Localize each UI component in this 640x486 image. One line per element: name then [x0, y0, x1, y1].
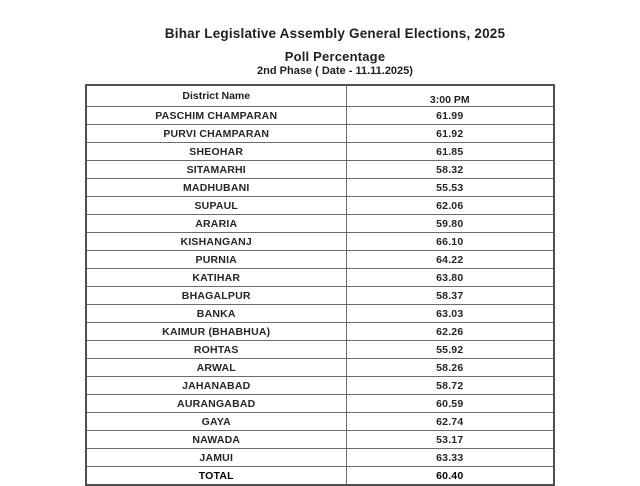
column-header-time: 3:00 PM	[346, 85, 554, 107]
district-name-cell: JAHANABAD	[86, 377, 346, 395]
page-subtitle: Poll Percentage	[284, 49, 386, 64]
district-name-cell: JAMUI	[86, 449, 346, 467]
district-name-cell: KAIMUR (BHABHUA)	[86, 323, 346, 341]
total-row	[86, 467, 554, 486]
table-row	[86, 395, 554, 413]
district-name-cell: ARWAL	[86, 359, 346, 377]
total-value-cell: 60.40	[346, 467, 554, 486]
poll-table-container	[85, 84, 555, 486]
table-row	[86, 215, 554, 233]
header-row	[86, 85, 554, 107]
district-name-cell: SHEOHAR	[86, 143, 346, 161]
poll-value-cell: 61.85	[346, 143, 554, 161]
table-row	[86, 143, 554, 161]
poll-value-cell: 62.26	[346, 323, 554, 341]
table-row	[86, 341, 554, 359]
table-row	[86, 125, 554, 143]
table-row	[86, 197, 554, 215]
table-row	[86, 449, 554, 467]
district-name-cell: BHAGALPUR	[86, 287, 346, 305]
poll-value-cell: 58.72	[346, 377, 554, 395]
district-name-cell: AURANGABAD	[86, 395, 346, 413]
table-body	[86, 107, 554, 486]
poll-value-cell: 60.59	[346, 395, 554, 413]
district-name-cell: GAYA	[86, 413, 346, 431]
district-name-cell: PURVI CHAMPARAN	[86, 125, 346, 143]
total-label-cell: TOTAL	[86, 467, 346, 486]
table-row	[86, 323, 554, 341]
table-row	[86, 431, 554, 449]
district-name-cell: KATIHAR	[86, 269, 346, 287]
poll-value-cell: 63.80	[346, 269, 554, 287]
poll-value-cell: 58.26	[346, 359, 554, 377]
poll-value-cell: 55.92	[346, 341, 554, 359]
poll-value-cell: 59.80	[346, 215, 554, 233]
poll-value-cell: 53.17	[346, 431, 554, 449]
table-row	[86, 359, 554, 377]
table-row	[86, 233, 554, 251]
district-name-cell: SITAMARHI	[86, 161, 346, 179]
column-header-district-name: District Name	[86, 85, 346, 107]
table-row	[86, 413, 554, 431]
table-row	[86, 107, 554, 125]
phase-date-line: 2nd Phase ( Date - 11.11.2025)	[257, 65, 413, 77]
district-name-cell: MADHUBANI	[86, 179, 346, 197]
poll-value-cell: 58.32	[346, 161, 554, 179]
table-row	[86, 179, 554, 197]
table-row	[86, 377, 554, 395]
district-name-cell: ARARIA	[86, 215, 346, 233]
poll-percentage-table	[85, 84, 555, 486]
district-name-cell: ROHTAS	[86, 341, 346, 359]
poll-value-cell: 62.74	[346, 413, 554, 431]
poll-value-cell: 63.03	[346, 305, 554, 323]
district-name-cell: NAWADA	[86, 431, 346, 449]
poll-value-cell: 61.99	[346, 107, 554, 125]
poll-value-cell: 61.92	[346, 125, 554, 143]
district-name-cell: PASCHIM CHAMPARAN	[86, 107, 346, 125]
poll-value-cell: 63.33	[346, 449, 554, 467]
table-row	[86, 305, 554, 323]
table-row	[86, 251, 554, 269]
table-row	[86, 287, 554, 305]
poll-value-cell: 55.53	[346, 179, 554, 197]
page-title: Bihar Legislative Assembly General Elections, 2025	[164, 26, 506, 41]
poll-value-cell: 58.37	[346, 287, 554, 305]
district-name-cell: BANKA	[86, 305, 346, 323]
district-name-cell: SUPAUL	[86, 197, 346, 215]
poll-value-cell: 64.22	[346, 251, 554, 269]
poll-value-cell: 66.10	[346, 233, 554, 251]
district-name-cell: KISHANGANJ	[86, 233, 346, 251]
district-name-cell: PURNIA	[86, 251, 346, 269]
table-row	[86, 269, 554, 287]
table-row	[86, 161, 554, 179]
poll-value-cell: 62.06	[346, 197, 554, 215]
